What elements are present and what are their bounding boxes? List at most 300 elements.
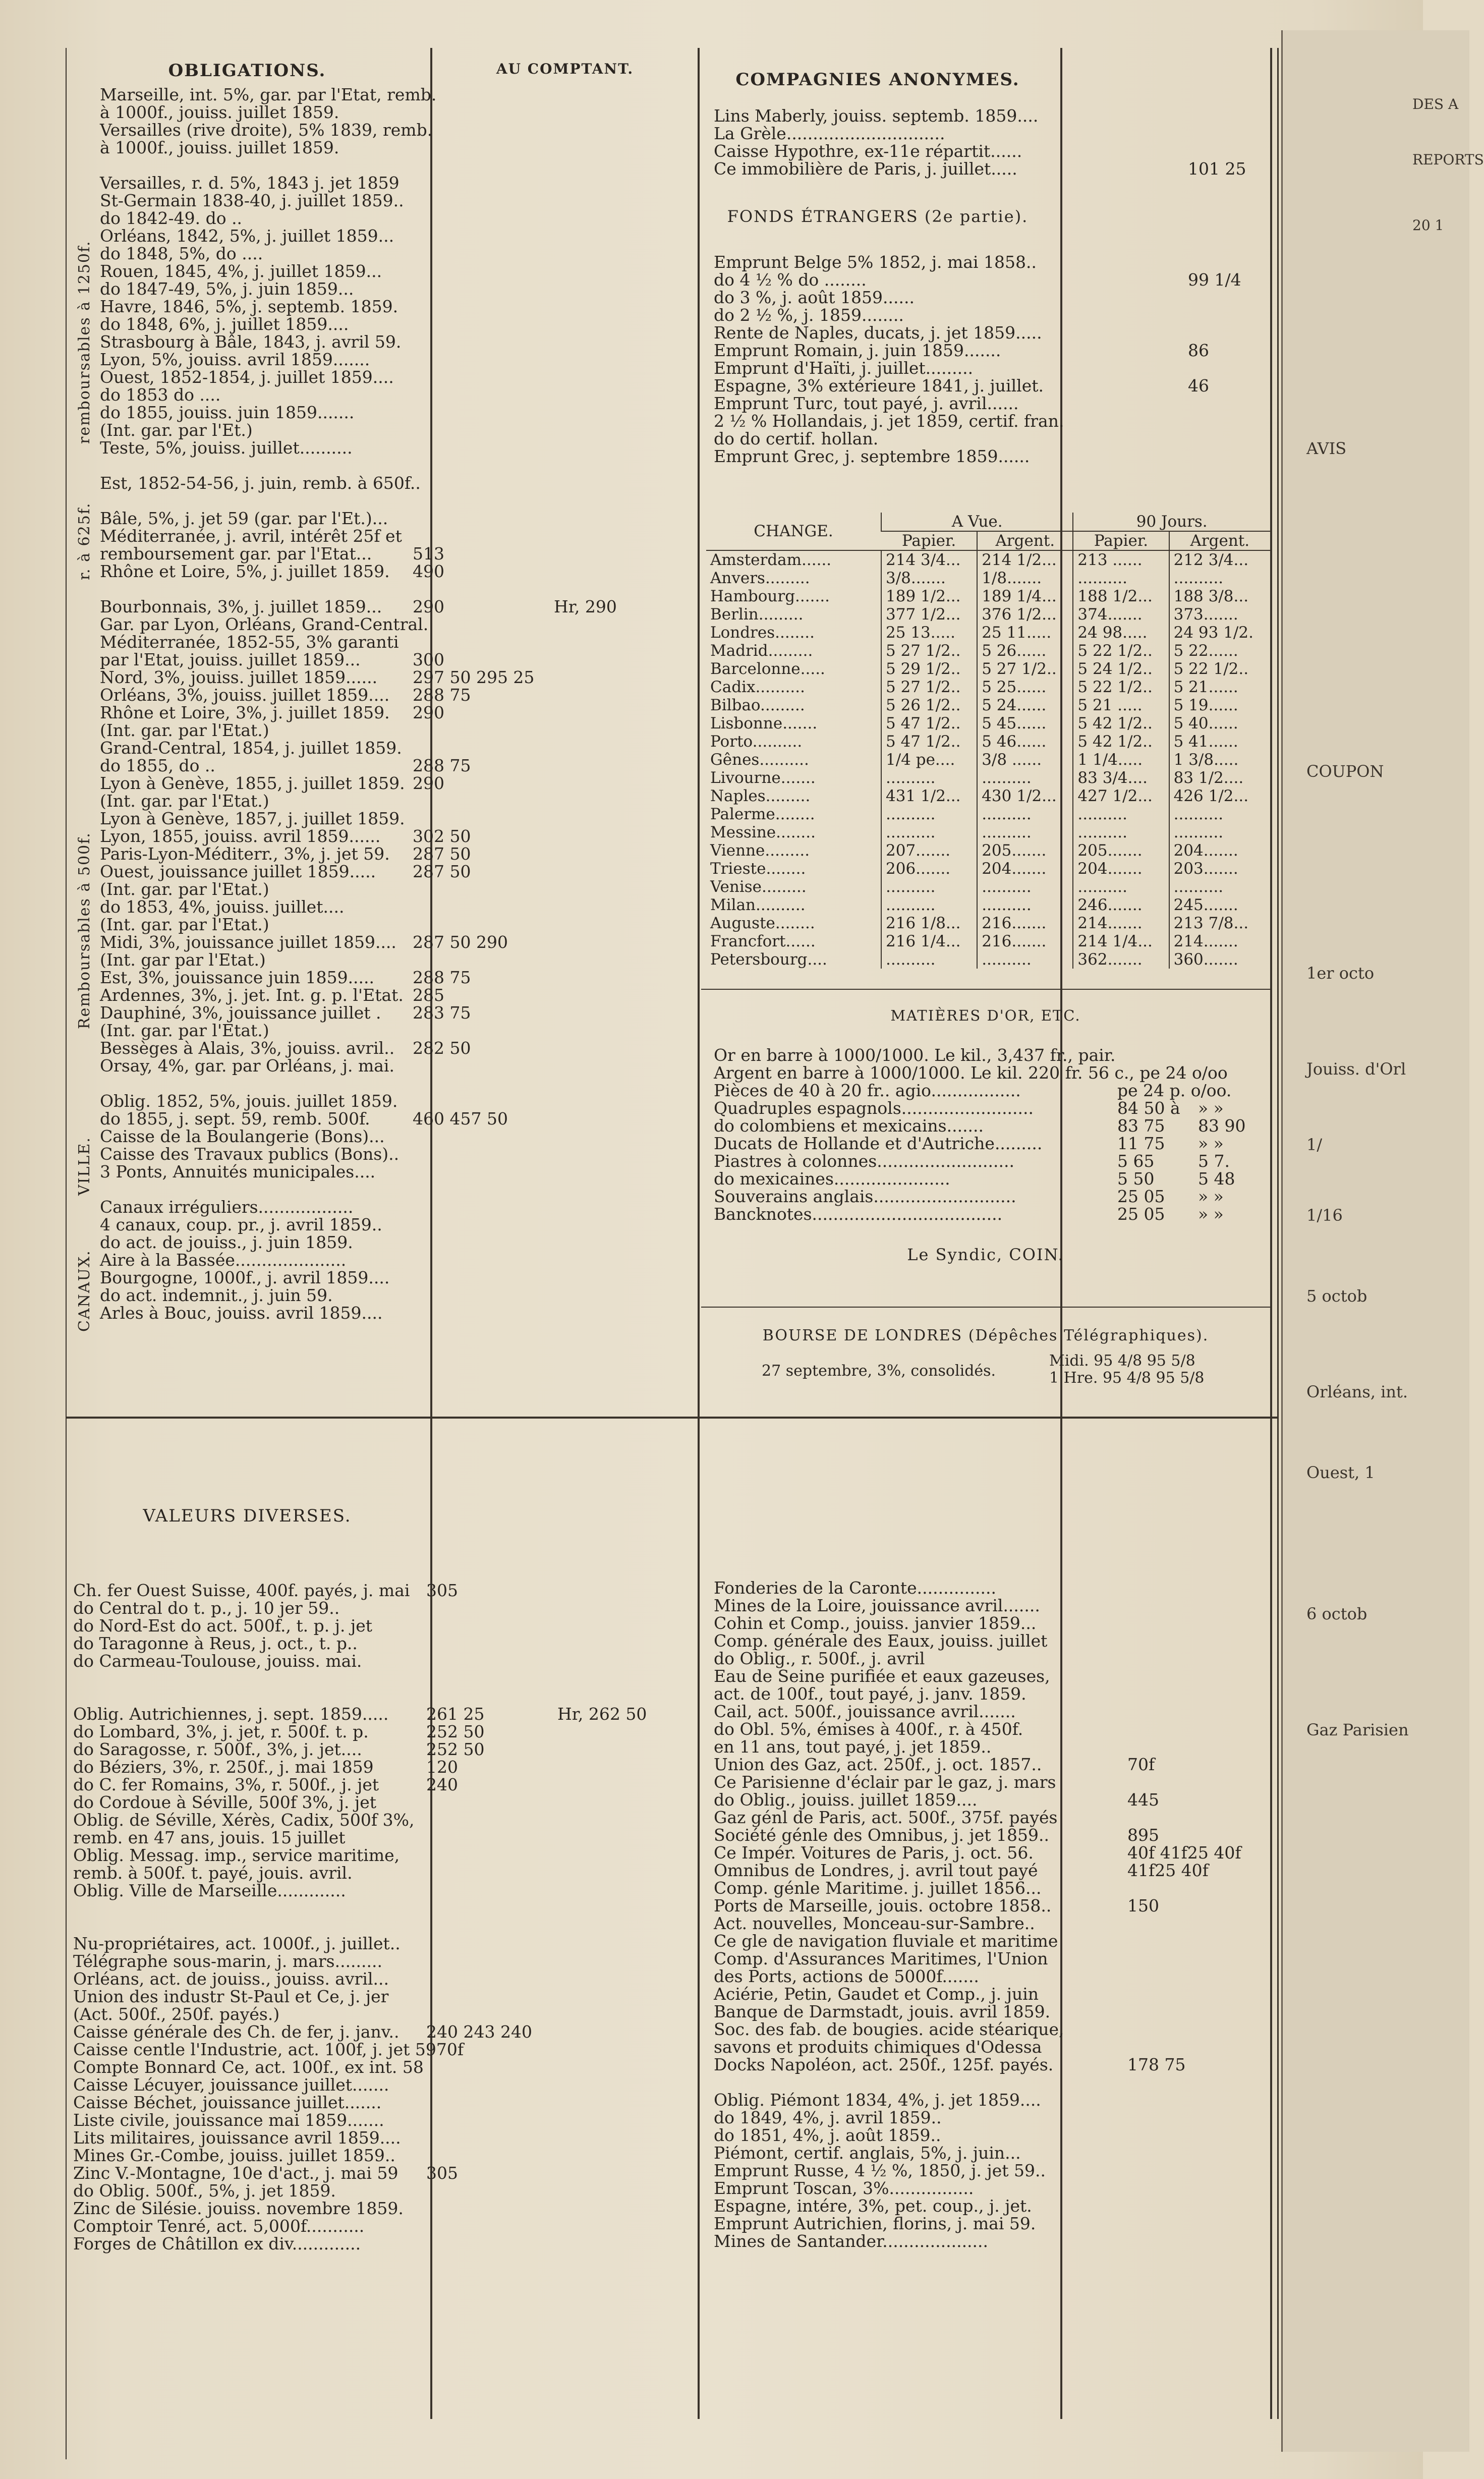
- item-value: [413, 721, 554, 739]
- item-label: do Cordoue à Séville, 500f 3%, j. jet: [73, 1792, 377, 1812]
- rate-cell: ..........: [977, 769, 1073, 787]
- item-label: Société génle des Omnibus, j. jet 1859..: [714, 1825, 1050, 1845]
- list-item: [714, 1791, 1269, 1809]
- item-label: do 2 ½ %, j. 1859........: [714, 305, 904, 325]
- item-label: Orsay, 4%, gar. par Orléans, j. mai.: [100, 1056, 394, 1076]
- item-value: [554, 262, 695, 280]
- list-item: [100, 1110, 695, 1128]
- label-canaux: CANAUX.: [76, 1250, 93, 1332]
- item-label: Ducats de Hollande et d'Autriche.........: [714, 1134, 1043, 1153]
- matieres-header: MATIÈRES D'OR, ETC.: [890, 1007, 1081, 1024]
- list-item: [73, 2005, 696, 2023]
- item-label: do act. indemnit., j. juin 59.: [100, 1285, 333, 1305]
- item-value: [554, 245, 695, 262]
- item-value: [426, 2005, 557, 2023]
- item-value: [554, 845, 695, 863]
- item-label: Emprunt Belge 5% 1852, j. mai 1858..: [714, 252, 1037, 272]
- item-value: [1127, 1579, 1269, 1597]
- item-value: [557, 2023, 689, 2041]
- item-value: [413, 792, 554, 810]
- list-item: [73, 2041, 696, 2058]
- rate-cell: ..........: [881, 878, 977, 896]
- item-value: [1188, 142, 1269, 160]
- list-item: [73, 2147, 696, 2164]
- item-value: [557, 1917, 689, 1935]
- item-label: Comp. d'Assurances Maritimes, l'Union: [714, 1949, 1048, 1968]
- item-label: St-Germain 1838-40, j. juillet 1859..: [100, 191, 404, 210]
- rate-cell: ..........: [881, 896, 977, 914]
- item-value: 11 75: [1117, 1134, 1165, 1153]
- item-value: [554, 1110, 695, 1128]
- item-label: do 1853 do ....: [100, 385, 221, 405]
- rate-cell: ..........: [881, 769, 977, 787]
- item-value: 287 50 290: [413, 932, 508, 952]
- item-value: [554, 227, 695, 245]
- item-value: [554, 863, 695, 880]
- papier-header: Papier.: [1073, 531, 1169, 550]
- item-value: 288 75: [413, 756, 471, 775]
- item-value: [1188, 125, 1269, 142]
- side-fragment: 5 octob: [1306, 1286, 1367, 1306]
- item-value: [554, 421, 695, 439]
- rate-cell: 24 98.....: [1073, 624, 1169, 642]
- item-value: [413, 951, 554, 969]
- item-value: [554, 139, 695, 156]
- list-item: [100, 262, 695, 280]
- list-item: [100, 651, 695, 668]
- item-value: [557, 1617, 689, 1635]
- item-label: des Ports, actions de 5000f.......: [714, 1966, 979, 1986]
- item-value: [1127, 1614, 1269, 1632]
- list-item: [100, 863, 695, 880]
- item-value: [1188, 359, 1269, 377]
- item-value: [1127, 1667, 1269, 1685]
- item-value: [421, 474, 558, 492]
- item-value: [557, 1758, 689, 1776]
- item-value: [554, 880, 695, 898]
- item-value: 46: [1188, 376, 1209, 396]
- item-value: 150: [1127, 1896, 1159, 1915]
- list-item: [714, 1188, 1269, 1205]
- col-rule-4: [1270, 48, 1272, 2419]
- rate-cell: 5 29 1/2..: [881, 660, 977, 678]
- item-label: Oblig. Messag. imp., service maritime,: [73, 1845, 400, 1865]
- table-row: [706, 714, 1270, 733]
- list-item: [100, 1163, 695, 1180]
- item-value: 490: [413, 561, 444, 581]
- item-label: Orléans, 1842, 5%, j. juillet 1859...: [100, 226, 394, 246]
- list-item: [73, 1917, 696, 1935]
- item-value: [1127, 1914, 1269, 1932]
- list-item: [714, 1064, 1269, 1082]
- item-label: Mines de Santander....................: [714, 2231, 989, 2251]
- item-value: [426, 2235, 557, 2252]
- list-item: [714, 253, 1269, 271]
- list-item: [100, 598, 695, 615]
- rate-cell: 430 1/2...: [977, 787, 1073, 805]
- londres-header: BOURSE DE LONDRES (Dépêches Télégraphiques).: [762, 1327, 1209, 1344]
- item-value: [557, 1864, 689, 1882]
- list-item: [100, 315, 695, 333]
- list-item: [100, 1057, 695, 1075]
- item-value: [413, 527, 554, 545]
- item-label: do colombiens et mexicains.......: [714, 1116, 984, 1136]
- list-item: [714, 2144, 1269, 2162]
- compagnies-list: [714, 107, 1269, 178]
- list-item: [73, 1793, 696, 1811]
- item-label: (Int. gar. par l'Etat.): [100, 1021, 269, 1040]
- item-value: [426, 1882, 557, 1899]
- item-value: [426, 2094, 557, 2111]
- item-label: par l'Etat, jouiss. juillet 1859...: [100, 650, 361, 669]
- item-value: [413, 1145, 554, 1163]
- item-label: Comptoir Tenré, act. 5,000f...........: [73, 2216, 365, 2236]
- rate-cell: 5 19......: [1169, 696, 1270, 714]
- rate-cell: ..........: [881, 823, 977, 841]
- side-fragment: Gaz Parisien: [1306, 1720, 1409, 1739]
- list-item: [100, 404, 695, 421]
- list-item: [100, 333, 695, 351]
- item-value: [413, 916, 554, 933]
- rate-cell: ..........: [977, 878, 1073, 896]
- item-value: 287 50: [413, 862, 471, 881]
- item-value: [1117, 1046, 1198, 1064]
- 90-jours-header: 90 Jours.: [1073, 513, 1270, 531]
- list-item: [73, 1652, 696, 1670]
- item-value: 261 25: [426, 1704, 485, 1724]
- item-value: 25 05: [1117, 1187, 1165, 1206]
- list-item: [714, 2215, 1269, 2232]
- item-value: [557, 1652, 689, 1670]
- item-label: Piastres à colonnes..........................: [714, 1151, 1014, 1171]
- item-value: [413, 103, 554, 121]
- item-label: Espagne, 3% extérieure 1841, j. juillet.: [714, 376, 1044, 396]
- item-label: Cail, act. 500f., jouissance avril.......: [714, 1702, 1016, 1721]
- item-value: [566, 86, 695, 103]
- item-label: Omnibus de Londres, j. avril tout payé: [714, 1861, 1038, 1880]
- item-value: [426, 1670, 557, 1687]
- item-value: [557, 2200, 689, 2217]
- list-item: [714, 1082, 1269, 1099]
- list-item: [73, 1811, 696, 1829]
- list-item: [100, 580, 695, 598]
- item-value: [1127, 2020, 1269, 2038]
- item-label: Souverains anglais...........................: [714, 1187, 1016, 1206]
- item-value: [1188, 289, 1269, 306]
- item-value: [554, 774, 695, 792]
- item-label: remboursement gar. par l'Etat...: [100, 544, 372, 564]
- item-value: [413, 1304, 554, 1322]
- item-label: Pièces de 40 à 20 fr.. agio.................: [714, 1081, 1021, 1100]
- rate-cell: 5 24......: [977, 696, 1073, 714]
- item-value: [1188, 107, 1269, 125]
- item-value: 287 50: [413, 844, 471, 864]
- item-value: [554, 668, 695, 686]
- item-value: [413, 580, 554, 598]
- fonds-etrangers-list: [714, 253, 1269, 465]
- item-value: [1127, 1809, 1269, 1826]
- item-value: [554, 386, 695, 404]
- item-value: [413, 457, 554, 474]
- item-value: [554, 792, 695, 810]
- item-value: [426, 1635, 557, 1652]
- item-value: 5 7.: [1198, 1151, 1230, 1171]
- papier-header: Papier.: [881, 531, 977, 550]
- item-value: [1188, 447, 1269, 465]
- item-label: Liste civile, jouissance mai 1859.......: [73, 2110, 384, 2130]
- item-label: [73, 1687, 426, 1705]
- rate-cell: 216.......: [977, 914, 1073, 932]
- item-label: Emprunt Turc, tout payé, j. avril......: [714, 393, 1019, 413]
- item-value: [426, 1829, 557, 1846]
- item-label: [100, 1075, 413, 1092]
- item-label: Caisse Béchet, jouissance juillet.......: [73, 2093, 382, 2112]
- item-value: 300: [413, 650, 444, 669]
- item-label: Strasbourg à Bâle, 1843, j. avril 59.: [100, 332, 402, 352]
- list-item: [100, 1304, 695, 1322]
- list-item: [100, 368, 695, 386]
- rate-cell: 245.......: [1169, 896, 1270, 914]
- list-item: [73, 1970, 696, 1988]
- rate-cell: 5 47 1/2..: [881, 733, 977, 751]
- item-value: [1127, 1632, 1269, 1650]
- list-item: [100, 474, 695, 492]
- item-value: 288 75: [413, 968, 471, 987]
- list-item: [100, 492, 695, 510]
- item-label: remb. en 47 ans, jouis. 15 juillet: [73, 1828, 346, 1847]
- item-value: [557, 1846, 689, 1864]
- item-label: Gaz génl de Paris, act. 500f., 375f. payés: [714, 1808, 1058, 1827]
- au-comptant-header: AU COMPTANT.: [496, 61, 634, 77]
- item-value: [554, 315, 695, 333]
- item-value: [1188, 253, 1269, 271]
- list-item: [714, 1738, 1269, 1756]
- table-row: [706, 660, 1270, 678]
- item-value: [554, 1004, 695, 1022]
- list-item: [714, 1152, 1269, 1170]
- item-value: [557, 2005, 689, 2023]
- item-value: [1188, 306, 1269, 324]
- item-label: Oblig. de Séville, Xérès, Cadix, 500f 3%,: [73, 1810, 415, 1830]
- list-item: [100, 774, 695, 792]
- rate-cell: ..........: [977, 805, 1073, 823]
- item-label: Canaux irréguliers..................: [100, 1197, 354, 1217]
- item-value: [413, 1057, 554, 1075]
- table-row: [706, 841, 1270, 860]
- rate-cell: 206.......: [881, 860, 977, 878]
- item-value: [1127, 2038, 1269, 2056]
- mid-rule: [66, 1417, 1279, 1419]
- item-label: do act. de jouiss., j. juin 1859.: [100, 1232, 353, 1252]
- label-ville: VILLE.: [76, 1137, 93, 1196]
- side-fragment: 1/: [1306, 1135, 1323, 1154]
- list-item: [714, 447, 1269, 465]
- city-cell: Milan..........: [710, 896, 806, 914]
- list-item: [100, 562, 695, 580]
- item-value: Hr, 262 50: [557, 1704, 647, 1724]
- rate-cell: 3/8 ......: [977, 751, 1073, 769]
- item-label: Emprunt Romain, j. juin 1859.......: [714, 341, 1001, 360]
- item-label: do 4 ½ % do ........: [714, 270, 867, 290]
- list-item: [100, 1145, 695, 1163]
- item-value: 178 75: [1127, 2055, 1186, 2074]
- item-label: Caisse générale des Ch. de fer, j. janv..: [73, 2022, 399, 2042]
- item-value: [557, 1829, 689, 1846]
- item-label: do 1851, 4%, j. août 1859..: [714, 2125, 941, 2145]
- list-item: [714, 1579, 1269, 1597]
- list-item: [714, 2020, 1269, 2038]
- item-value: [426, 1988, 557, 2005]
- item-value: 120: [426, 1757, 458, 1777]
- item-value: [557, 2094, 689, 2111]
- item-label: 4 canaux, coup. pr., j. avril 1859..: [100, 1215, 382, 1234]
- item-value: [554, 933, 695, 951]
- list-item: [73, 1882, 696, 1899]
- item-label: Est, 3%, jouissance juin 1859.....: [100, 968, 375, 987]
- item-label: [100, 580, 413, 598]
- list-item: [714, 271, 1269, 289]
- item-label: Piémont, certif. anglais, 5%, j. juin...: [714, 2143, 1021, 2163]
- list-item: [73, 2235, 696, 2252]
- rate-cell: 5 22 1/2..: [1073, 642, 1169, 660]
- list-item: [73, 1776, 696, 1793]
- list-item: [714, 430, 1269, 447]
- rate-cell: 5 22 1/2..: [1073, 678, 1169, 696]
- list-item: [100, 1039, 695, 1057]
- item-label: Grand-Central, 1854, j. juillet 1859.: [100, 738, 402, 758]
- item-label: (Int. gar. par l'Etat.): [100, 720, 269, 740]
- list-item: [100, 951, 695, 969]
- item-value: [557, 2111, 689, 2129]
- item-value: 83 75: [1117, 1116, 1165, 1136]
- item-value: [554, 527, 695, 545]
- list-item: [73, 1758, 696, 1776]
- table-row: [706, 678, 1270, 696]
- item-label: savons et produits chimiques d'Odessa: [714, 2037, 1042, 2057]
- item-label: Teste, 5%, jouiss. juillet..........: [100, 438, 353, 458]
- list-item: [100, 1004, 695, 1022]
- item-label: Compte Bonnard Ce, act. 100f., ex int. 58: [73, 2057, 424, 2077]
- item-value: 288 75: [413, 685, 471, 705]
- city-cell: Amsterdam......: [710, 551, 832, 569]
- list-item: [73, 2058, 696, 2076]
- item-value: [426, 1952, 557, 1970]
- change-table: [706, 513, 1270, 969]
- item-label: Orléans, act. de jouiss., jouiss. avril...: [73, 1969, 389, 1989]
- item-label: Bourbonnais, 3%, j. juillet 1859...: [100, 597, 382, 616]
- rate-cell: 427 1/2...: [1073, 787, 1169, 805]
- list-item: [714, 1809, 1269, 1826]
- item-label: Ce immobilière de Paris, j. juillet.....: [714, 159, 1017, 179]
- rate-cell: 216 1/4...: [881, 932, 977, 950]
- item-value: 895: [1127, 1825, 1159, 1845]
- item-value: [413, 1251, 554, 1269]
- rate-cell: 246.......: [1073, 896, 1169, 914]
- argent-header: Argent.: [1169, 531, 1270, 550]
- rate-cell: 5 25......: [977, 678, 1073, 696]
- item-value: » »: [1198, 1098, 1224, 1118]
- item-value: [1127, 2126, 1269, 2144]
- item-value: [557, 2147, 689, 2164]
- item-value: [426, 2182, 557, 2200]
- rate-cell: ..........: [977, 823, 1073, 841]
- rate-cell: 5 27 1/2..: [881, 642, 977, 660]
- item-label: do mexicaines......................: [714, 1169, 950, 1189]
- item-value: [554, 686, 695, 704]
- valeurs-diverses-left-list: [73, 1564, 696, 2252]
- item-value: [426, 2111, 557, 2129]
- list-item: [100, 721, 695, 739]
- item-value: [426, 1793, 557, 1811]
- item-value: [413, 1163, 554, 1180]
- item-value: [426, 2147, 557, 2164]
- list-item: [100, 810, 695, 827]
- item-value: [413, 1092, 554, 1110]
- list-item: [100, 668, 695, 686]
- item-value: [554, 1251, 695, 1269]
- item-value: [413, 1269, 554, 1286]
- item-value: 445: [1127, 1790, 1159, 1810]
- city-cell: Francfort......: [710, 932, 816, 950]
- item-value: [554, 951, 695, 969]
- list-item: [100, 156, 695, 174]
- item-label: Emprunt Russe, 4 ½ %, 1850, j. jet 59..: [714, 2161, 1046, 2180]
- item-value: [413, 1216, 554, 1233]
- item-value: [557, 2129, 689, 2147]
- item-value: [554, 492, 695, 510]
- item-label: à 1000f., jouiss. juillet 1859.: [100, 138, 339, 157]
- table-row: [706, 605, 1270, 624]
- rate-cell: 373.......: [1169, 605, 1270, 624]
- rate-cell: 5 26......: [977, 642, 1073, 660]
- item-label: do 1853, 4%, jouiss. juillet....: [100, 897, 345, 917]
- item-value: 282 50: [413, 1038, 471, 1058]
- item-value: [554, 1022, 695, 1039]
- list-item: [73, 1740, 696, 1758]
- city-cell: Barcelonne.....: [710, 660, 825, 678]
- item-value: Hr, 290: [554, 597, 617, 616]
- list-item: [100, 510, 695, 527]
- list-item: [73, 2111, 696, 2129]
- side-fragment: 6 octob: [1306, 1604, 1367, 1623]
- list-item: [100, 704, 695, 721]
- change-bottom-rule: [701, 989, 1271, 990]
- item-label: (Int. gar. par l'Etat.): [100, 879, 269, 899]
- list-item: [714, 2197, 1269, 2215]
- item-label: Caisse centle l'Industrie, act. 100f, j. jet 59: [73, 2040, 436, 2059]
- list-item: [714, 107, 1269, 125]
- item-label: Havre, 1846, 5%, j. septemb. 1859.: [100, 297, 398, 316]
- item-label: Est, 1852-54-56, j. juin, remb. à 650f..: [100, 473, 421, 493]
- item-value: 302 50: [413, 826, 471, 846]
- item-value: [554, 1233, 695, 1251]
- item-value: [413, 280, 554, 298]
- list-item: [714, 1632, 1269, 1650]
- item-label: Fonderies de la Caronte...............: [714, 1578, 996, 1598]
- table-row: [706, 896, 1270, 914]
- list-item: [100, 757, 695, 774]
- item-value: [428, 615, 561, 633]
- item-value: [554, 969, 695, 986]
- item-label: (Int. gar par l'Etat.): [100, 950, 266, 970]
- city-cell: Messine........: [710, 823, 816, 841]
- city-cell: Trieste........: [710, 860, 806, 878]
- item-value: [1127, 2179, 1269, 2197]
- rate-cell: 188 1/2...: [1073, 587, 1169, 605]
- table-row: [706, 624, 1270, 642]
- list-item: [714, 1614, 1269, 1632]
- item-value: [554, 704, 695, 721]
